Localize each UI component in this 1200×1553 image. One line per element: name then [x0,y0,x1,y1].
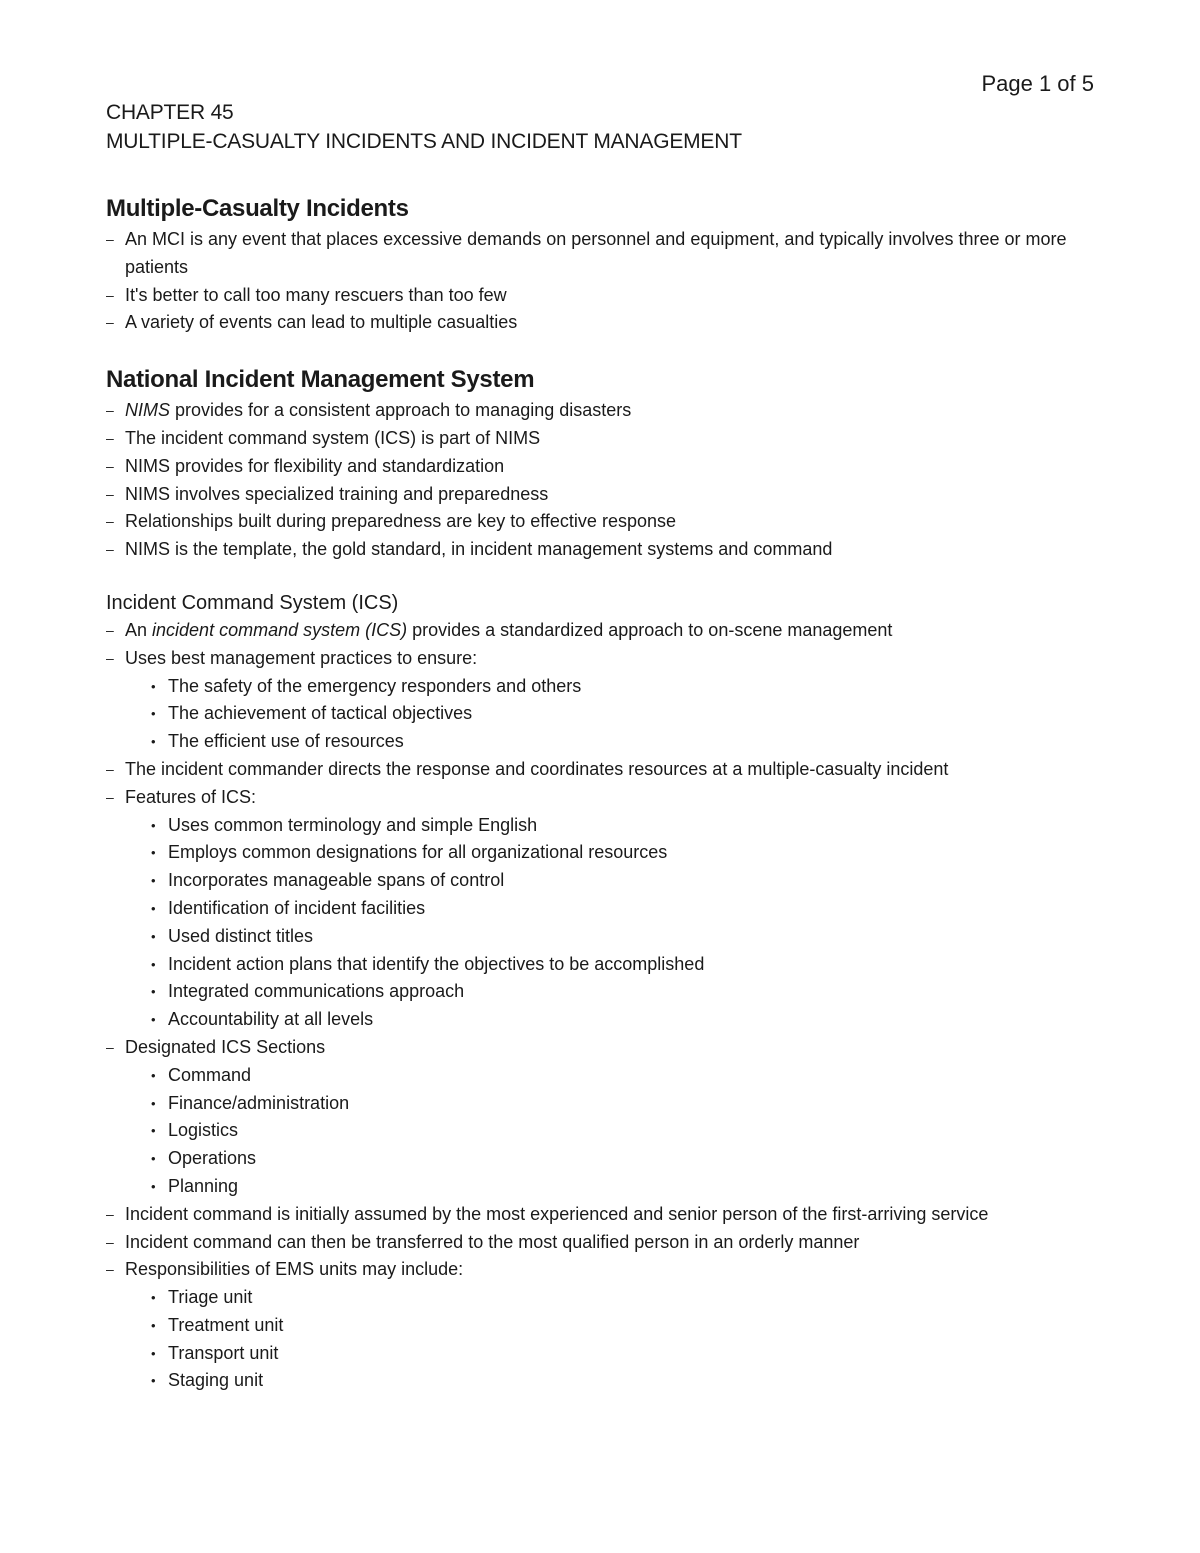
list-item-text: Uses best management practices to ensure: [125,647,478,668]
bullet-item: • Transport unit [151,1342,279,1363]
bullet-text: Treatment unit [168,1314,284,1335]
bullet-text: Employs common designations for all organizational resources [168,842,668,863]
bullet-text: Uses common terminology and simple English [168,814,538,835]
bullet-item: • Planning [151,1175,239,1196]
bullet-item: • Uses common terminology and simple English [151,814,538,835]
list-item: – A variety of events can lead to multiple casualties [106,312,518,333]
section-heading-nims: National Incident Management System [106,366,535,394]
bullet-text: Integrated communications approach [168,981,465,1002]
document-body [106,98,1106,1395]
chapter-title: MULTIPLE-CASUALTY INCIDENTS AND INCIDENT MANAGEMENT [106,130,742,153]
nims-list [106,397,1106,564]
list-item: – Features of ICS: • Uses common terminology and simple English • Employs common designations for all organizational resources • Incorporates manageable spans of control • Identification of incident facilities • Used distinct titles • Incident action plans that identify the objectives to be accomplished • Integrated communications approach • Accountability at all levels [106,784,1106,1034]
list-item-text: Relationships built during preparedness are key to effective response [125,511,676,532]
list-item: – NIMS involves specialized training and preparedness [106,483,549,504]
chapter-number: CHAPTER 45 [106,101,234,124]
mci-list [106,226,1106,337]
bullet-text: The achievement of tactical objectives [168,703,473,724]
list-item: – Relationships built during preparedness are key to effective response [106,511,676,532]
bullet-text: Staging unit [168,1370,264,1391]
bullet-text: The safety of the emergency responders and others [168,675,582,696]
bullet-item: • Command [151,1064,252,1085]
bullet-text: Triage unit [168,1287,253,1308]
list-item: – NIMS is the template, the gold standard, in incident management systems and command [106,539,833,560]
term-ics: incident command system (ICS) [152,619,408,640]
list-item: – An incident command system (ICS) provides a standardized approach to on-scene management [106,619,893,640]
list-item-text: An MCI is any event that places excessive demands on personnel and equipment, and typically involves three or more patients [125,229,1067,277]
bullet-text: The efficient use of resources [168,731,404,752]
bullet-item: • Finance/administration [151,1092,350,1113]
bullet-text: Command [168,1064,252,1085]
bullet-item: • Accountability at all levels [151,1009,374,1030]
bullet-text: Logistics [168,1120,239,1141]
bullet-item: • Identification of incident facilities [151,897,426,918]
bullet-text: Transport unit [168,1342,279,1363]
bullet-item: • Used distinct titles [151,925,314,946]
page-number: Page 1 of 5 [981,71,1094,96]
list-item: – Designated ICS Sections • Command • Finance/administration • Logistics • Operations • Planning [106,1034,1106,1201]
ics-sections-list [125,1062,1106,1201]
bullet-item: • Logistics [151,1120,239,1141]
list-item-text: Responsibilities of EMS units may include: [125,1259,464,1280]
term-nims: NIMS [125,400,170,421]
bullet-item: • Incident action plans that identify the objectives to be accomplished [151,953,705,974]
bullet-text: Operations [168,1148,257,1169]
list-item: – Uses best management practices to ensure: • The safety of the emergency responders and others • The achievement of tactical objectives • The efficient use of resources [106,645,1106,756]
list-item: – NIMS provides for flexibility and standardization [106,455,505,476]
list-item-text: provides a standardized approach to on-scene management [407,619,893,640]
list-item: – NIMS provides for a consistent approach to managing disasters [106,400,632,421]
list-item-text: The incident command system (ICS) is part of NIMS [125,427,541,448]
best-practices-list [125,673,1106,756]
bullet-item: • Employs common designations for all organizational resources [151,842,668,863]
bullet-text: Finance/administration [168,1092,350,1113]
bullet-item: • Treatment unit [151,1314,284,1335]
bullet-text: Planning [168,1175,239,1196]
list-item: – An MCI is any event that places excessive demands on personnel and equipment, and typically involves three or more patients [106,229,1067,277]
subsection-heading-ics: Incident Command System (ICS) [106,591,399,614]
list-item-text: NIMS involves specialized training and preparedness [125,483,549,504]
bullet-text: Incorporates manageable spans of control [168,870,505,891]
list-item-text: It's better to call too many rescuers than too few [125,284,507,305]
list-item: – The incident command system (ICS) is part of NIMS [106,427,541,448]
bullet-item: • Operations [151,1148,257,1169]
list-item-text: Designated ICS Sections [125,1036,326,1057]
features-list [125,812,1106,1034]
bullet-item: • Incorporates manageable spans of control [151,870,505,891]
bullet-item: • Triage unit [151,1287,253,1308]
bullet-item: • The efficient use of resources [151,731,404,752]
list-item: – The incident commander directs the response and coordinates resources at a multiple-casualty incident [106,758,949,779]
list-item-text: A variety of events can lead to multiple casualties [125,312,518,333]
ics-list [106,617,1106,1395]
bullet-item: • Integrated communications approach [151,981,465,1002]
list-item-text: Incident command is initially assumed by the most experienced and senior person of the first-arriving service [125,1203,989,1224]
bullet-text: Used distinct titles [168,925,314,946]
list-item-text: Features of ICS: [125,786,257,807]
section-heading-mci: Multiple-Casualty Incidents [106,195,409,222]
list-item-text: Incident command can then be transferred to the most qualified person in an orderly manner [125,1231,860,1252]
ems-units-list [125,1284,1106,1395]
list-item-text: provides for a consistent approach to managing disasters [170,400,632,421]
list-item: – It's better to call too many rescuers than too few [106,284,507,305]
list-item-text: The incident commander directs the response and coordinates resources at a multiple-casualty incident [125,758,949,779]
list-item: – Responsibilities of EMS units may include: • Triage unit • Treatment unit • Transport unit • Staging unit [106,1256,1106,1395]
list-item-text: NIMS is the template, the gold standard, in incident management systems and command [125,539,833,560]
list-item-text: NIMS provides for flexibility and standardization [125,455,505,476]
list-item: – Incident command can then be transferred to the most qualified person in an orderly manner [106,1231,860,1252]
bullet-text: Identification of incident facilities [168,897,426,918]
bullet-text: Incident action plans that identify the objectives to be accomplished [168,953,705,974]
list-item: – Incident command is initially assumed by the most experienced and senior person of the first-arriving service [106,1203,989,1224]
bullet-item: • The safety of the emergency responders and others [151,675,582,696]
bullet-item: • The achievement of tactical objectives [151,703,473,724]
bullet-text: Accountability at all levels [168,1009,374,1030]
bullet-item: • Staging unit [151,1370,264,1391]
list-item-text: An [125,619,153,640]
